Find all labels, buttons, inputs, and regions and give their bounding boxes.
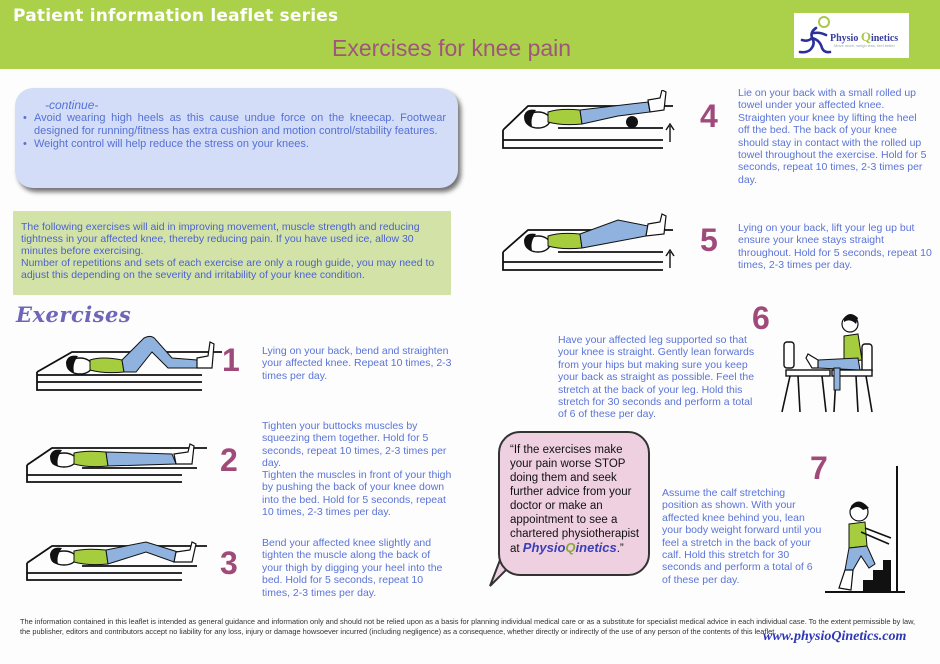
exercise-2-illustration (22, 440, 212, 500)
page-title: Exercises for knee pain (332, 35, 572, 61)
exercise-3-text: Bend your affected knee slightly and tighten the muscle along the back of your thigh by digging your heel into the bed. Hold for 5 seconds, repeat 10 times, 2-3 times per day. (262, 537, 443, 599)
warning-speech-bubble: “If the exercises make your pain worse STOP doing them and seek further advice from your doctor or make an appointment to see a chartered physiotherapist at PhysioQinetics.” (498, 431, 650, 576)
exercise-1-text: Lying on your back, bend and straighten your affected knee. Repeat 10 times, 2-3 times per day. (262, 345, 452, 382)
exercise-1-illustration (32, 330, 232, 405)
exercise-4-text: Lie on your back with a small rolled up towel under your affected knee. Straighten your knee by lifting the heel off the bed. The back of your knee should stay in contact with the rolled up towel throughout the exercise. Hold for 5 seconds, repeat 10 times, 2-3 times per day. (738, 87, 927, 186)
exercise-6-text: Have your affected leg supported so that your knee is straight. Gently lean forwards from your hips but making sure you keep your back as straight as possible. Feel the stretch at the back of your leg. Hold this stretch for 30 seconds and perform a total of 6 of these per day. (558, 334, 755, 421)
physioqinetics-logo (794, 13, 909, 58)
runner-icon (798, 26, 832, 56)
continue-heading: -continue- (45, 98, 99, 112)
exercise-5-text: Lying on your back, lift your leg up but ensure your knee stays straight throughout. Hold for 5 seconds, repeat 10 times, 2-3 times per day. (738, 222, 932, 272)
logo-text: Physio Qinetics (830, 29, 899, 44)
exercise-4-illustration (498, 90, 678, 160)
intro-paragraph-1: The following exercises will aid in improving movement, muscle strength and reducing tightness in your affected knee, thereby reducing pain. If you have used ice, allow 30 minutes before exercising. (21, 221, 420, 257)
tip-item: • Weight control will help reduce the stress on your knees. (23, 138, 446, 151)
intro-paragraph-2: Number of repetitions and sets of each exercise are only a rough guide, you may need to adjust this depending on the severity and irritability of your knee condition. (21, 257, 435, 281)
exercise-6-illustration (778, 308, 888, 418)
exercise-5-number: 5 (700, 222, 718, 258)
exercise-5-illustration (498, 212, 678, 282)
exercise-3-illustration (22, 538, 212, 598)
exercise-3-number: 3 (220, 545, 238, 581)
tips-list (23, 112, 446, 151)
exercises-heading: Exercises (16, 302, 132, 327)
header-banner (0, 0, 940, 69)
exercise-1-number: 1 (222, 342, 240, 378)
exercise-6-number: 6 (752, 300, 770, 336)
exercise-7-illustration (815, 466, 915, 596)
exercise-7-number: 7 (810, 450, 828, 486)
disclaimer-text: The information contained in this leaflet is intended as general guidance and information only and should not be relied upon as a basis for planning individual medical care or as a substitute for specialist medical advice in each individual case. To the extent permissible by law, the publisher, editors and contributors accept no liability for any loss, injury or damage howsoever incurred (including negligence) as a consequence, whether directly or indirectly of the use of any person of the contents of this leaflet. (20, 617, 916, 636)
exercise-2-number: 2 (220, 442, 238, 478)
brand-name: PhysioQinetics (522, 540, 617, 555)
exercise-2-text: Tighten your buttocks muscles by squeezing them together. Hold for 5 seconds, repeat 10 times, 2-3 times per day. (262, 420, 447, 470)
warning-text: “If the exercises make your pain worse STOP doing them and seek further advice from your doctor or make an appointment to see a chartered physiotherapist at (510, 444, 640, 555)
logo-tagline: Move more, weigh less, feel better (834, 43, 895, 48)
series-label: Patient information leaflet series (13, 6, 339, 26)
exercise-2-text-b: Tighten the muscles in front of your thigh by pushing the back of your knee down into the bed. Hold for 5 seconds, repeat 10 times, 2-3 times per day. (262, 469, 452, 519)
exercise-4-number: 4 (700, 98, 718, 134)
continue-box (15, 88, 458, 188)
website-link[interactable]: www.physioQinetics.com (763, 629, 907, 644)
up-arrow-icon (666, 124, 674, 142)
exercise-7-text: Assume the calf stretching position as shown. With your affected knee behind you, lean your body weight forward until you feel a stretch in the back of your calf. Hold this stretch for 30 seconds and perform a total of 6 of these per day. (662, 487, 822, 586)
intro-box (13, 211, 451, 295)
tip-item: • Avoid wearing high heels as this cause undue force on the kneecap. Footwear designed for running/fitness has extra cushion and motion control/stability features. (23, 112, 446, 138)
